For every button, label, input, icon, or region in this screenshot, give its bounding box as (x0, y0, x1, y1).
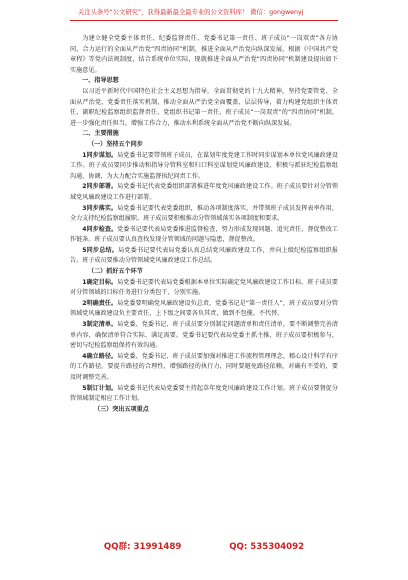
section-heading (70, 76, 338, 87)
body-paragraph (70, 34, 338, 76)
body-paragraph (70, 278, 338, 299)
section-heading (70, 129, 338, 140)
paragraph-text: （一）坚持五个同步 (88, 140, 143, 148)
paragraph-text: 为建立健全党委主体责任、纪委监督责任、党委书记第一责任、班子成员“一岗双责”各方协同、合力运行的全面从严治党“四责协同”机制，推进全面从严治党向纵深发展，根据《中国共产党章程》等党内法规制度，结合系统单位实际，现就推进全面从严治党“四责协同”机制建设提出如下实施意见。 (70, 35, 338, 74)
item-lead: 3制定清单。 (82, 321, 118, 329)
paragraph-text: 局党委、党委书记、班子成员要加强对推进工作流程管理理念，精心设计科学有序的工作路径。要提升路径的合理性，增强路径的执行力，同时要避免路径依赖，对确有不妥的，要及时调整完善。 (70, 352, 338, 381)
body-paragraph (70, 225, 338, 246)
body-paragraph (70, 320, 338, 352)
subsection-heading (70, 140, 338, 151)
item-lead: 2同步部署。 (82, 183, 118, 191)
footer-contact (0, 540, 408, 552)
footer-qq: QQ: 535304092 (229, 542, 305, 552)
paragraph-text: 以习近平新时代中国特色社会主义思想为指导，全面贯彻党的十九大精神，坚持党要管党、全面从严治党，党委责任落实机制，推动全面从严治党全面覆盖、层层传导，着力构建党组织主体责任、副职纪检监察组织监督责任、党组织书记第一责任、班子成员“一岗双责”的“四责协同”机制，进一步强化责任担当，增强工作合力，推动水利系统全面从严治党不断向纵深发展。 (70, 87, 338, 127)
body-paragraph (70, 87, 338, 129)
footer-qq-group: QQ群: 31991489 (103, 542, 182, 552)
subsection-heading (70, 405, 338, 416)
body-paragraph (70, 246, 338, 267)
paragraph-text: 二、主要措施 (82, 130, 119, 138)
paragraph-text: 一、指导思想 (82, 77, 119, 85)
item-lead: 4确立路径。 (82, 352, 118, 360)
paragraph-text: 局党委书记代表局党委要主持起草年度党风廉政建设工作计划。班子成员要督促分管领域制定相应工作计划。 (70, 384, 338, 403)
item-lead: 1同步谋划。 (82, 151, 118, 159)
body-paragraph (70, 204, 338, 225)
paragraph-text: 局党委要明确党风廉政建设负总责，党委书记是“第一责任人”，班子成员要对分管领域党风廉政建设负主要责任，上下级之间要各负其责，做到不包揽、不代替。 (70, 299, 338, 318)
item-lead: 5同步总结。 (82, 246, 119, 254)
header-rule (70, 20, 338, 21)
item-lead: 2明确责任。 (82, 299, 118, 307)
item-lead: 5制订计划。 (82, 384, 118, 392)
body-paragraph (70, 151, 338, 183)
body-paragraph (70, 299, 338, 320)
subsection-heading (70, 267, 338, 278)
item-lead: 3同步落实。 (82, 204, 118, 212)
paragraph-text: 局党委书记要代表局党委认真总结党风廉政建设工作，并向上级纪检监察组织报告。班子成员要推动分管领域党风廉政建设工作总结。 (70, 246, 338, 265)
body-paragraph (70, 384, 338, 405)
paragraph-text: 党委书记要代表局党委推进监督检查，努力形成发现问题、追究责任、督促整改工作链条。班子成员要认真查找发现分管领域的问题与隐患，督促整改。 (70, 225, 338, 244)
paragraph-text: 局党委书记要带领班子成员，在谋划年度党建工作时同步谋划本单位党风廉政建设工作。班子成员要同步推动和指导分管科室和归口科室谋划党风廉政建设、积极与派驻纪检监察组沟通、协调，为大力配合实施监督执纪问责工作。 (70, 151, 338, 180)
header-banner: 关注头条号“公文研究”，获得最新最全最专业的公文资料库！ 微信：gongwenyj (78, 9, 304, 16)
item-lead: 4同步检查。 (82, 225, 118, 233)
document-body (70, 34, 338, 415)
item-lead: 1确定目标。 (82, 278, 118, 286)
paragraph-text: 局党委书记代表党委组织部署推进年度党风廉政建设工作。班子成员要针对分管领域党风廉政建设工作进行部署。 (70, 183, 338, 201)
paragraph-text: （三）突出五项重点 (94, 405, 149, 413)
paragraph-text: 局党委书记要代表党委组织，推动各项制度落实，并带领班子成员发挥表率作用，全力支持纪检监察组履职。班子成员要积极推动分管领域落实各项制度和要求。 (70, 204, 338, 223)
paragraph-text: 局党委书记要代表局党委根据本单位实际确定党风廉政建设工作目标。班子成员要对分管领域的目标任务进行分类包干、分别实施。 (70, 278, 338, 297)
paragraph-text: （二）抓好五个环节 (88, 268, 143, 276)
paragraph-text: 局党委、党委书记、班子成员要分别制定问题清单和责任清单，要不断调整完善清单内容，确保清单符合实际、满足需要。党委书记要代表局党委主抓主推，班子成员要积极参与，密切与纪检监察组保持有效沟通。 (70, 321, 338, 350)
body-paragraph (70, 352, 338, 384)
body-paragraph (70, 182, 338, 203)
